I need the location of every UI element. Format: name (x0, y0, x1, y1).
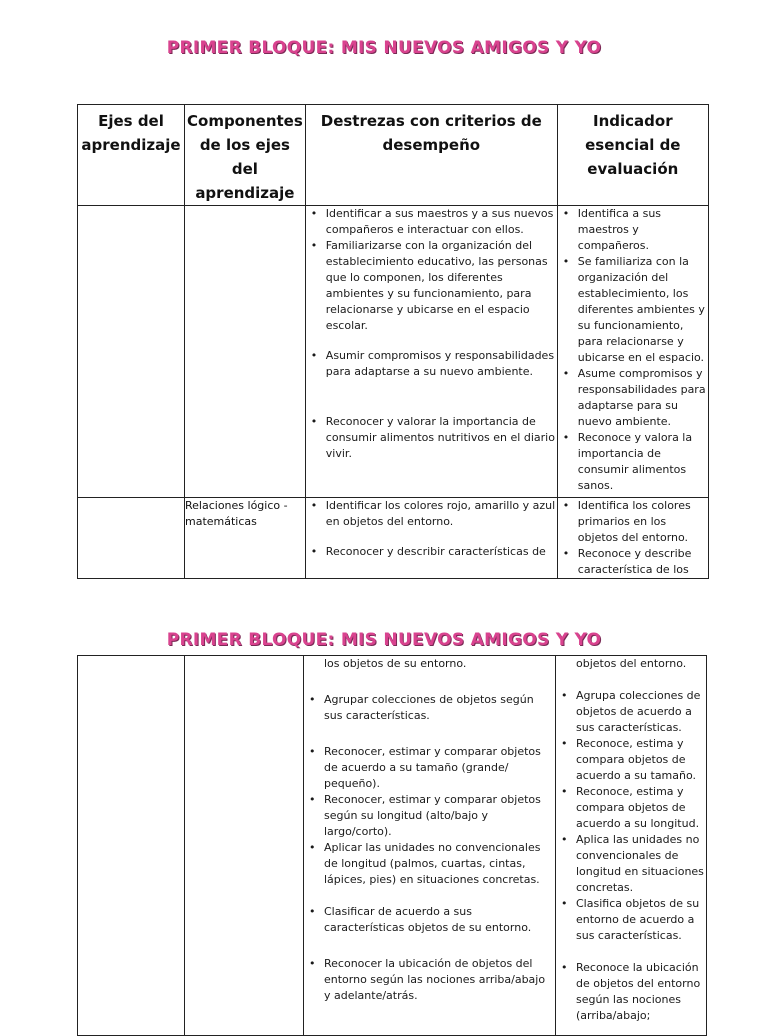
cell-destrezas (305, 206, 557, 498)
competencies-table (77, 104, 709, 579)
page-title: PRIMER BLOQUE: MIS NUEVOS AMIGOS Y YO (166, 38, 602, 58)
list-item: • Identificar los colores rojo, amarillo y azul en objetos del entorno. (306, 498, 557, 530)
list-item: • Reconocer, estimar y comparar objetos según su longitud (alto/bajo y largo/corto). (304, 792, 555, 840)
list-item: • Reconoce, estima y compara objetos de acuerdo a su tamaño. (556, 736, 706, 784)
cell-destrezas (305, 498, 557, 579)
cell-componentes (185, 656, 304, 1036)
list-item: • Reconoce la ubicación de objetos del entorno según las nociones (arriba/abajo; (556, 960, 706, 1024)
header-ejes: Ejes del aprendizaje (78, 105, 185, 206)
cell-ejes (78, 498, 185, 579)
header-destrezas: Destrezas con criterios de desempeño (305, 105, 557, 206)
page-title: PRIMER BLOQUE: MIS NUEVOS AMIGOS Y YO (166, 630, 602, 650)
list-item: • Identifica a sus maestros y compañeros. (558, 206, 708, 254)
table-row (78, 656, 707, 1036)
list-item: • Reconocer y describir características de (306, 544, 557, 560)
cell-indicadores (557, 498, 708, 579)
cell-ejes (78, 206, 185, 498)
list-item-continuation: objetos del entorno. (576, 657, 687, 670)
list-item: • Aplica las unidades no convencionales de longitud en situaciones concretas. (556, 832, 706, 896)
cell-destrezas (304, 656, 556, 1036)
header-indicador: Indicador esencial de evaluación (557, 105, 708, 206)
list-item: • Se familiariza con la organización del establecimiento, los diferentes ambientes y su funcionamiento, para relacionarse y ubicarse en el espacio. (558, 254, 708, 366)
list-item: • Reconocer y valorar la importancia de consumir alimentos nutritivos en el diario vivir. (306, 414, 557, 462)
list-item: • Asume compromisos y responsabilidades para adaptarse para su nuevo ambiente. (558, 366, 708, 430)
list-item: • Reconoce y describe característica de los (558, 546, 708, 578)
list-item: • Identificar a sus maestros y a sus nuevos compañeros e interactuar con ellos. (306, 206, 557, 238)
list-item: • Familiarizarse con la organización del establecimiento educativo, las personas que lo componen, los diferentes ambientes y su funcionamiento, para relacionarse y ubicarse en el espacio escolar. (306, 238, 557, 334)
header-componentes: Componentes de los ejes del aprendizaje (185, 105, 306, 206)
table-row (78, 206, 709, 498)
list-item: • Asumir compromisos y responsabilidades para adaptarse a su nuevo ambiente. (306, 348, 557, 380)
table-row (78, 498, 709, 579)
list-item: • Agrupar colecciones de objetos según sus características. (304, 692, 555, 724)
list-item: • Clasifica objetos de su entorno de acuerdo a sus características. (556, 896, 706, 944)
list-item: • Aplicar las unidades no convencionales de longitud (palmos, cuartas, cintas, lápices, pies) en situaciones concretas. (304, 840, 555, 888)
list-item: • Reconoce y valora la importancia de consumir alimentos sanos. (558, 430, 708, 494)
cell-componentes (185, 206, 306, 498)
cell-indicadores (556, 656, 707, 1036)
list-item: • Reconocer la ubicación de objetos del entorno según las nociones arriba/abajo y adelante/atrás. (304, 956, 555, 1004)
competencies-table-continued (77, 655, 707, 1036)
table-header-row (78, 105, 709, 206)
list-item: • Clasificar de acuerdo a sus características objetos de su entorno. (304, 904, 555, 936)
cell-ejes (78, 656, 185, 1036)
cell-indicadores (557, 206, 708, 498)
cell-componente-logico: Relaciones lógico - matemáticas (185, 498, 306, 579)
list-item: • Identifica los colores primarios en los objetos del entorno. (558, 498, 708, 546)
list-item: • Reconoce, estima y compara objetos de acuerdo a su longitud. (556, 784, 706, 832)
list-item: • Agrupa colecciones de objetos de acuerdo a sus características. (556, 688, 706, 736)
list-item: • Reconocer, estimar y comparar objetos de acuerdo a su tamaño (grande/ pequeño). (304, 744, 555, 792)
list-item-continuation: los objetos de su entorno. (324, 657, 467, 670)
